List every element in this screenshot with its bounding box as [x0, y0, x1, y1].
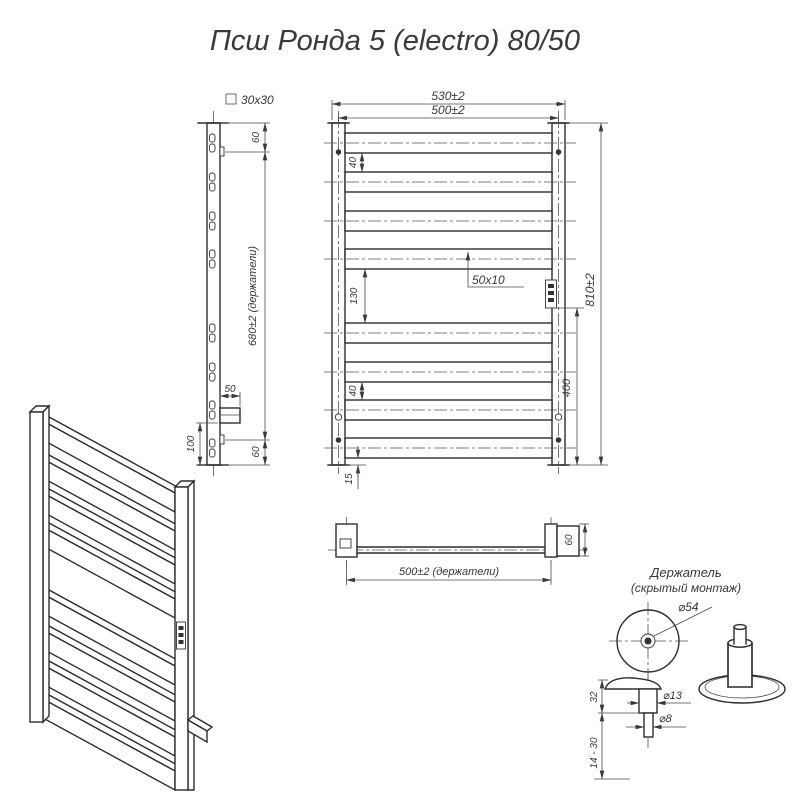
- wall-holder-bottom: [220, 435, 224, 444]
- iso-heating-element: [177, 622, 186, 649]
- dim-label-60-bottom: 60: [251, 446, 262, 458]
- profile-size-label: 30x30: [241, 93, 274, 107]
- dim-label-60-top: 60: [251, 131, 262, 144]
- heating-element: [546, 280, 557, 308]
- top-right-bracket: [545, 524, 557, 557]
- dim-label-d8: ⌀8: [659, 713, 672, 725]
- dim-bracket-depth: [220, 384, 240, 406]
- dim-label-100: 100: [186, 435, 197, 453]
- square-profile-icon: [226, 94, 236, 104]
- dim-gap-bottom: [348, 382, 362, 400]
- mount-points: [335, 149, 561, 443]
- dim-label-530: 530±2: [431, 89, 465, 103]
- dim-label-50x10: 50x10: [472, 273, 505, 287]
- dim-gap-top: [348, 153, 362, 172]
- holder-section-view: [589, 672, 691, 779]
- holder-detail-view: [589, 565, 785, 779]
- dim-label-d13: ⌀13: [663, 690, 682, 702]
- dim-label-400: 400: [561, 378, 573, 398]
- holder-body: [639, 689, 657, 713]
- side-view: [186, 93, 274, 476]
- dim-gap-middle: [349, 269, 365, 323]
- dim-label-810: 810±2: [583, 273, 597, 307]
- isometric-view: [30, 406, 212, 790]
- dim-label-500: 500±2: [431, 103, 465, 117]
- holder-caption-line2: (скрытый монтаж): [630, 581, 742, 595]
- dim-label-d54: ⌀54: [678, 600, 699, 614]
- dim-label-14-30: 14 - 30: [589, 737, 600, 769]
- holder-stud: [644, 713, 653, 737]
- dim-height-overall: [569, 123, 608, 465]
- dim-label-60-depth: 60: [564, 534, 575, 546]
- top-left-bracket-inner: [340, 539, 351, 548]
- dim-label-50: 50: [224, 384, 236, 395]
- dim-label-130: 130: [349, 287, 360, 305]
- bottom-bracket: [220, 408, 240, 423]
- dim-label-680: 680±2 (держатели): [247, 245, 259, 347]
- holder-iso-view: [699, 625, 785, 703]
- dim-label-40-top: 40: [348, 156, 359, 169]
- drawing-title: Псш Ронда 5 (electro) 80/50: [209, 25, 581, 57]
- holder-caption-line1: Держатель: [650, 565, 722, 580]
- dim-label-15: 15: [344, 473, 355, 485]
- iso-bars: [43, 417, 181, 790]
- wall-holder-top: [220, 147, 224, 156]
- top-view: [328, 517, 589, 585]
- dim-holders-span: [347, 560, 552, 585]
- iso-post-left: [30, 406, 49, 722]
- dim-label-500-holders: 500±2 (держатели): [398, 566, 500, 578]
- front-view: [324, 89, 608, 489]
- dim-label-40-bottom: 40: [348, 385, 359, 397]
- dim-width-bars: [339, 103, 559, 123]
- dim-label-32: 32: [589, 691, 600, 703]
- holder-front-view: [609, 600, 712, 681]
- holder-flange: [605, 678, 661, 689]
